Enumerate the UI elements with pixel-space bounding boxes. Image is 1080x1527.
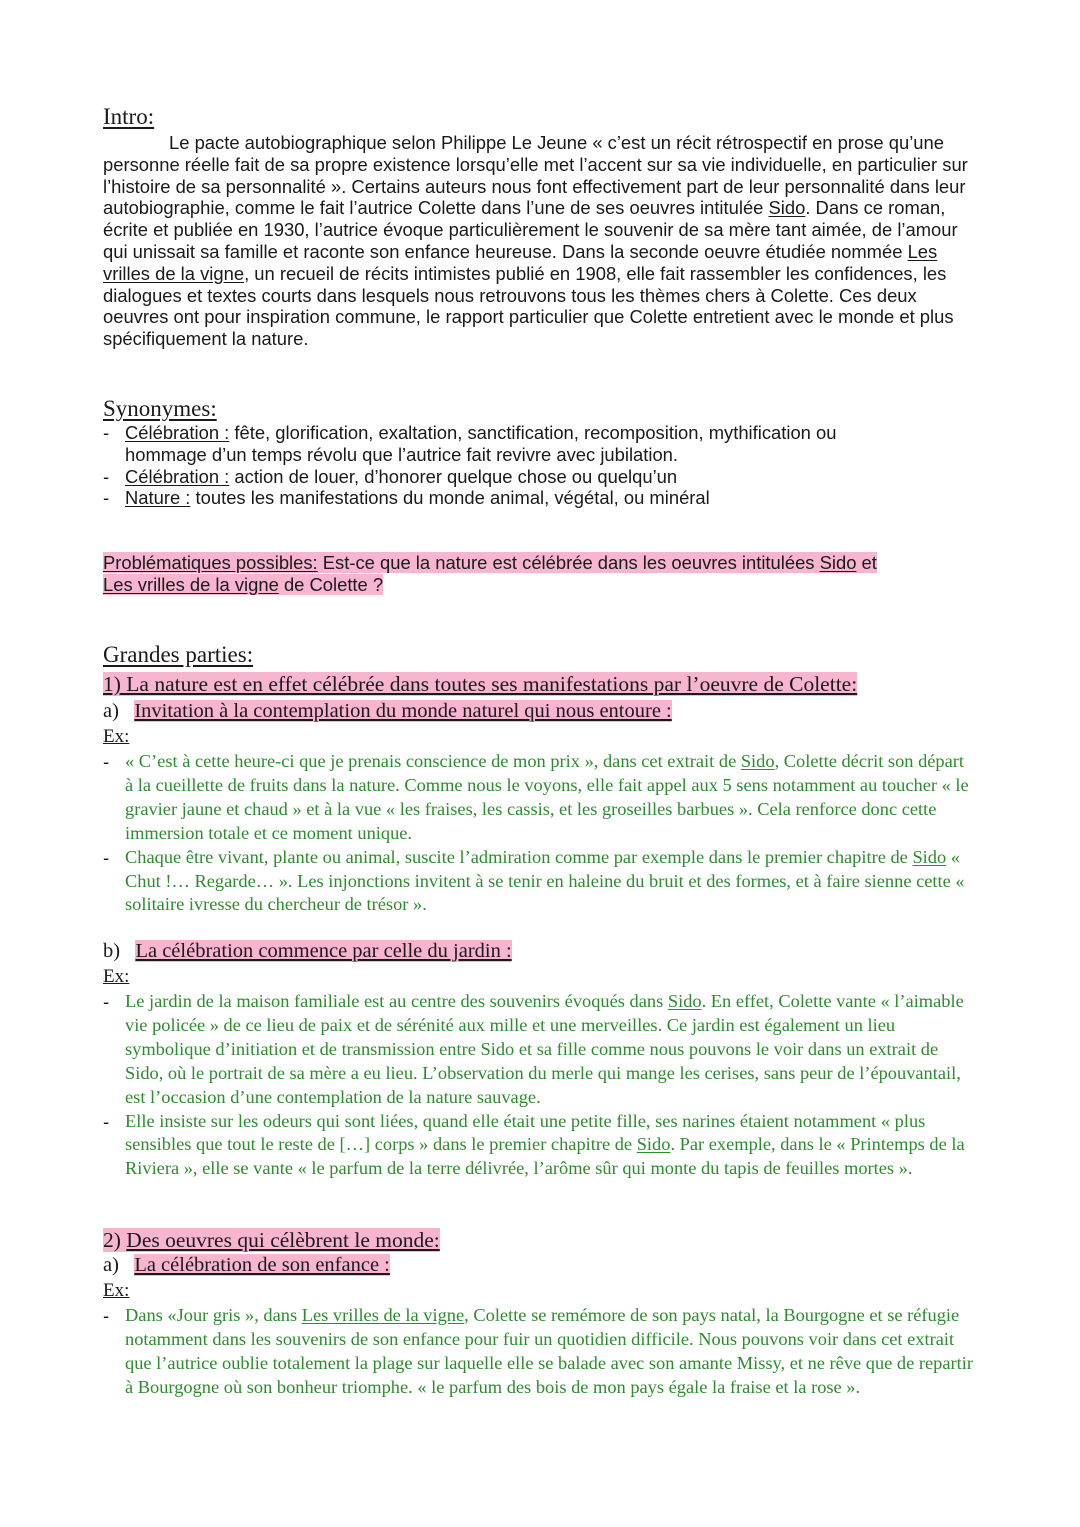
problematique-title-vrilles: Les vrilles de la vigne [103, 573, 279, 595]
part2-title [103, 1228, 440, 1253]
part2-a-examples [103, 1304, 973, 1400]
part1-a-examples [103, 750, 973, 917]
intro-title-sido: Sido [768, 197, 806, 219]
synonyme-definition: fête, glorification, exaltation, sanctification, recomposition, mythification ou hommage d’un temps révolu que l’autrice fait revivre avec jubilation. [125, 422, 837, 465]
problematique-label: Problématiques possibles: [103, 552, 318, 573]
intro-text-2: . Dans ce roman, écrite et publiée en 1930, l’autrice évoque particulièrement le souvenir de sa mère tant aimée, de l’amour qui unissait sa famille et raconte son enfance heureuse. Dans la seconde oeuvre étudiée nommée [103, 197, 958, 262]
part1-b-title: La célébration commence par celle du jardin : [135, 940, 512, 962]
example-text: . Par exemple, dans le « Printemps de la Riviera », elle se vante « le parfum de la terre délivrée, l’arôme sûr qui monte du tapis de feuilles mortes ». [125, 1134, 965, 1179]
example-text: , Colette se remémore de son pays natal, la Bourgogne et se réfugie notamment dans les souvenirs de son enfance pour fuir un quotidien difficile. Nous pouvons voir dans cet extrait que l’autrice oublie totalement la plage sur laquelle elle se balade avec son amante Missy, et ne rêve que de repartir à Bourgogne où son bonheur triomphe. « le parfum des bois de mon pays égale la fraise et la rose ». [125, 1305, 973, 1397]
problematique [103, 552, 973, 596]
part2-a-ex-label: Ex: [103, 1280, 130, 1301]
part1-title-text: 1) La nature est en effet célébrée dans toutes ses manifestations par l’oeuvre de Colette: [103, 672, 858, 696]
example-item [103, 846, 973, 918]
example-title-sido: Sido [740, 751, 775, 771]
example-text: . En effet, Colette vante « l’aimable vie policée » de ce lieu de paix et de sérénité aux mille et une merveilles. Ce jardin est également un lieu symbolique d’initiation et de transmission entre Sido et sa fille comme nous pouvons le voir dans un extrait de Sido, où le portrait de sa mère a eu lieu. L’observation du merle qui mange les cerises, sans peur de l’épouvantail, est l’occasion d’une contemplation de la nature sauvage. [125, 991, 964, 1107]
intro-title-vrilles: Les vrilles de la vigne [103, 240, 938, 284]
part1-b-heading [103, 940, 512, 963]
intro-heading: Intro: [103, 104, 155, 129]
example-title-sido: Sido [912, 846, 947, 867]
synonyme-item [103, 466, 923, 488]
example-item [103, 750, 973, 846]
example-item [103, 1110, 973, 1182]
grandes-parties-heading: Grandes parties: [103, 642, 254, 667]
problematique-text-2: et [856, 552, 877, 573]
part1-a-heading [103, 700, 672, 723]
part2-a-heading [103, 1254, 390, 1277]
synonyme-term: Célébration : [125, 422, 230, 443]
intro-text-3: , un recueil de récits intimistes publié en 1908, elle fait rassembler les confidences, les dialogues et textes courts dans lesquels nous retrouvons tous les thèmes chers à Colette. Ces deux oeuvres ont pour inspiration commune, le rapport particulier que Colette entretient avec le monde et plus spécifiquement la nature. [103, 262, 954, 350]
example-item [103, 1304, 973, 1400]
example-text: , Colette décrit son départ à la cueillette de fruits dans la nature. Comme nous le voyons, elle fait appel aux 5 sens notamment au toucher « le gravier jaune et chaud » et à la vue « les fraises, les cassis, et les groseilles barbues ». Cela renforce donc cette immersion totale et ce moment unique. [125, 751, 969, 843]
synonymes-list [103, 422, 923, 509]
intro-paragraph [103, 132, 973, 350]
example-text: Le jardin de la maison familiale est au centre des souvenirs évoqués dans [125, 991, 668, 1011]
intro-text-1: Le pacte autobiographique selon Philippe Le Jeune « c’est un récit rétrospectif en prose qu’une personne réelle fait de sa propre existence lorsqu’elle met l’accent sur sa vie individuelle, en particulier sur l’histoire de sa personnalité ». Certains auteurs nous font effectivement part de leur personnalité dans leur autobiographie, comme le fait l’autrice Colette dans l’une de ses oeuvres intitulée [103, 132, 968, 219]
problematique-text-3: de Colette ? [278, 573, 384, 595]
example-text: « Chut !… Regarde… ». Les injonctions invitent à se tenir en haleine du bruit et des formes, et à faire sienne cette « solitaire ivresse du chercheur de trésor ». [125, 846, 965, 915]
part2-title-text: Des oeuvres qui célèbrent le monde: [126, 1228, 440, 1252]
part1-b-examples [103, 990, 973, 1181]
synonymes-heading: Synonymes: [103, 396, 217, 421]
part2-a-letter: a) [103, 1254, 119, 1276]
part2-num: 2) [103, 1228, 121, 1252]
synonyme-definition: toutes les manifestations du monde animal, végétal, ou minéral [190, 487, 710, 509]
synonyme-definition: action de louer, d’honorer quelque chose ou quelqu’un [229, 465, 678, 487]
example-text: Elle insiste sur les odeurs qui sont liées, quand elle était une petite fille, ses narines étaient notamment « plus sensibles que tout le reste de […] corps » dans le premier chapitre de [125, 1110, 926, 1155]
problematique-text-1: Est-ce que la nature est célébrée dans les oeuvres intitulées [317, 552, 820, 573]
example-title-sido: Sido [667, 991, 702, 1011]
synonyme-term: Nature : [125, 487, 191, 509]
part1-b-letter: b) [103, 940, 121, 962]
example-item [103, 990, 973, 1110]
example-title-sido: Sido [636, 1134, 671, 1155]
example-text: Dans «Jour gris », dans [125, 1305, 302, 1325]
part1-title [103, 672, 857, 697]
part1-b-ex-label: Ex: [103, 966, 130, 987]
synonyme-item [103, 487, 923, 509]
example-title-vrilles: Les vrilles de la vigne [301, 1305, 465, 1325]
part1-a-ex-label: Ex: [103, 726, 130, 747]
part1-a-letter: a) [103, 700, 119, 722]
part1-a-title: Invitation à la contemplation du monde naturel qui nous entoure : [134, 700, 672, 722]
synonyme-item [103, 422, 923, 466]
example-text: « C’est à cette heure-ci que je prenais conscience de mon prix », dans cet extrait de [125, 751, 741, 771]
example-text: Chaque être vivant, plante ou animal, suscite l’admiration comme par exemple dans le premier chapitre de [125, 846, 913, 867]
synonyme-term: Célébration : [125, 465, 230, 487]
problematique-title-sido: Sido [819, 552, 857, 573]
part2-a-title: La célébration de son enfance : [134, 1254, 390, 1276]
